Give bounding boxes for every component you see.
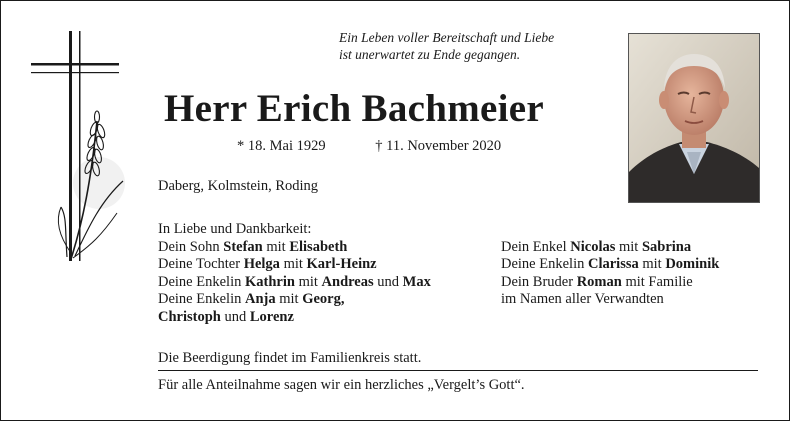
mourner-name: Dominik — [665, 256, 720, 273]
mourner-text: Deine Enkelin — [158, 273, 245, 290]
cross-with-wheat-icon — [31, 31, 131, 266]
mourner-name: Georg, — [302, 291, 345, 308]
mourner-name: Roman — [576, 273, 622, 290]
portrait-photo — [628, 33, 760, 203]
mourner-text: mit — [262, 239, 290, 255]
mourners-left-column — [158, 239, 431, 326]
mourner-text: Deine Enkelin — [158, 291, 245, 308]
mourner-name: Anja — [244, 291, 276, 308]
mourner-name: Clarissa — [587, 256, 639, 273]
mourner-text: mit — [294, 273, 322, 290]
mourner-text: Deine Tochter — [158, 256, 244, 273]
motto — [339, 29, 629, 63]
mourner-text: mit Familie — [621, 273, 693, 290]
motto-line-2: ist unerwartet zu Ende gegangen. — [339, 47, 521, 62]
birth-date: * 18. Mai 1929 — [237, 138, 326, 154]
mourner-line — [501, 239, 719, 256]
mourner-name: Elisabeth — [289, 239, 348, 255]
death-date: † 11. November 2020 — [375, 138, 502, 154]
mourner-text: und — [373, 273, 403, 290]
mourner-text: Dein Sohn — [158, 239, 224, 255]
mourner-line — [158, 274, 431, 291]
mourner-text: mit — [638, 256, 666, 273]
mourner-line — [501, 274, 719, 291]
mourner-name: Helga — [243, 256, 280, 273]
mourner-name: Christoph — [158, 308, 221, 325]
mourner-line — [158, 291, 431, 308]
mourner-line — [158, 309, 431, 326]
life-dates — [237, 138, 501, 155]
mourner-name: Max — [402, 273, 431, 290]
funeral-notice: Die Beerdigung findet im Familienkreis statt. — [158, 350, 422, 366]
deceased-name: Herr Erich Bachmeier — [164, 87, 544, 130]
mourner-name: Sabrina — [641, 239, 692, 255]
divider-line — [158, 370, 758, 371]
mourner-text: Dein Enkel — [501, 239, 571, 255]
mourner-text: Deine Enkelin — [501, 256, 588, 273]
mourner-text: mit — [279, 256, 307, 273]
thanks-intro: In Liebe und Dankbarkeit: — [158, 221, 312, 237]
mourner-text: mit — [615, 239, 642, 255]
mourner-name: Kathrin — [244, 273, 295, 290]
mourners-right-column — [501, 239, 719, 309]
mourner-name: Stefan — [223, 239, 263, 255]
mourner-line — [158, 239, 431, 256]
mourner-line — [501, 256, 719, 273]
mourner-line — [501, 291, 719, 308]
mourner-text: Dein Bruder — [501, 273, 577, 290]
mourner-name: Karl-Heinz — [306, 256, 377, 273]
motto-line-1: Ein Leben voller Bereitschaft und Liebe — [339, 30, 555, 45]
mourner-text: und — [220, 308, 250, 325]
mourner-text: mit — [275, 291, 303, 308]
places: Daberg, Kolmstein, Roding — [158, 178, 319, 194]
mourner-line — [158, 256, 431, 273]
mourner-name: Lorenz — [249, 308, 294, 325]
portrait-image — [629, 34, 759, 202]
closing-line: Für alle Anteilnahme sagen wir ein herzliches „Vergelt’s Gott“. — [158, 377, 525, 393]
mourner-name: Nicolas — [570, 239, 616, 255]
mourner-name: Andreas — [321, 273, 374, 290]
mourner-text: im Namen aller Verwandten — [501, 291, 664, 308]
